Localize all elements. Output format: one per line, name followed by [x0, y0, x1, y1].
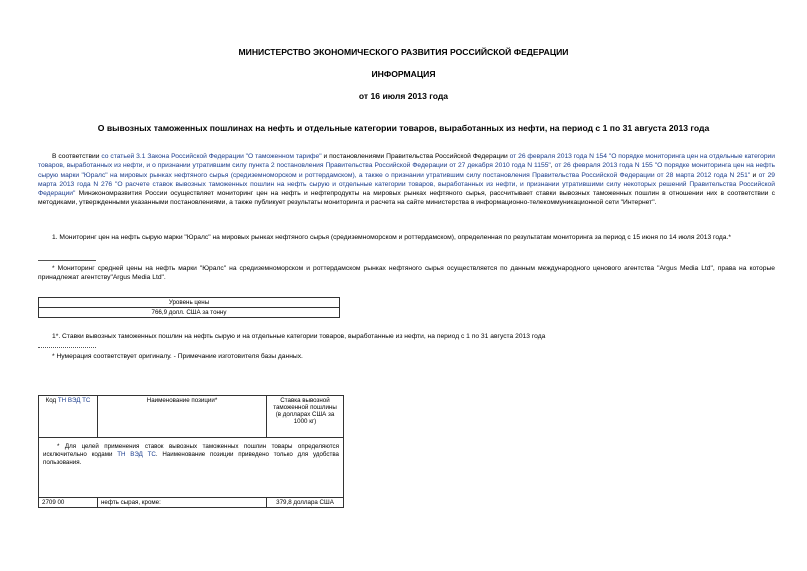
document-type: ИНФОРМАЦИЯ [371, 69, 436, 79]
price-table-value: 766,9 долл. США за тонну [39, 308, 340, 318]
footnote-divider [38, 260, 96, 261]
intro-paragraph [38, 152, 775, 208]
intro-text-2: и постановлениями Правительства Российской Федерации [321, 153, 510, 160]
item-2-text: 1*. Ставки вывозных таможенных пошлин на нефть сырую и на отдельные категории товаров, выработанные из нефти, на период с 1 по 31 августа 2013 года [52, 333, 546, 340]
intro-text-5: Минэкономразвития России осуществляет мониторинг цен на нефть и нефтепродукты на мировых рынках нефтяного сырья, рассчитывает ставки вывозных таможенных пошлин в отношении них в соответствии с методиками, утвержденными указанными постановлениями, а также публикует результаты мониторинга и расчета на сайте министерства в информационно-телекоммуникационной сети "Интернет". [38, 190, 775, 207]
footnote-1-text: * Мониторинг средней цены на нефть марки "Юралс" на средиземноморском и роттердамском рынках нефтяного сырья осуществляется по данным международного ценового агентства "Argus Media Ltd", права на которые принадлежат агентству"Argus Media Ltd". [38, 265, 775, 282]
footnote-divider-2 [38, 347, 96, 348]
price-table [38, 297, 340, 318]
intro-text-1: В соответствии [52, 153, 102, 160]
intro-text-4: и [750, 171, 759, 179]
item-1-text: 1. Мониторинг цен на нефть сырую марки "Юралс" на мировых рынках нефтяного сырья (средиземноморском и роттердамском), определенная по результатам мониторинга за период с 15 июня по 14 июля 2013 года.* [52, 234, 731, 241]
row-rate: 379,8 доллара США [267, 498, 344, 508]
price-table-header: Уровень цены [39, 298, 340, 308]
tnved-link[interactable]: ТН ВЭД ТС [57, 397, 91, 404]
table-row [39, 498, 344, 508]
decree-155-link[interactable]: от 26 февраля 2013 года N 155 "О порядке мониторинга цен на нефть сырую марки "Юралс" на мировых рынках нефтяного сырья (средиземноморском и роттердамском), а также о признании утратившим силу постановления Правительства Российской Федерации от 28 марта 2012 года N 251" [38, 162, 775, 179]
footnote-2-text: * Нумерация соответствует оригиналу. - Примечание изготовителя базы данных. [52, 353, 303, 360]
col-code-header: Код ТН ВЭД ТС [39, 396, 98, 438]
col-name-header: Наименование позиции* [98, 396, 267, 438]
document-title: О вывозных таможенных пошлинах на нефть и отдельные категории товаров, выработанных из нефти, на период с 1 по 31 августа 2013 года [97, 123, 710, 133]
tnved-note-link[interactable]: ТН ВЭД ТС [117, 451, 156, 458]
row-name: нефть сырая, кроме: [98, 498, 267, 508]
document-date: от 16 июля 2013 года [358, 91, 449, 101]
law-link[interactable]: со статьей 3.1 Закона Российской Федерации "О таможенном тарифе" [101, 153, 322, 160]
rates-table [38, 395, 344, 508]
col-rate-header: Ставка вывозной таможенной пошлины (в долларах США за 1000 кг) [267, 396, 344, 438]
row-code: 2709 00 [39, 498, 98, 508]
ministry-heading: МИНИСТЕРСТВО ЭКОНОМИЧЕСКОГО РАЗВИТИЯ РОССИЙСКОЙ ФЕДЕРАЦИИ [238, 47, 569, 57]
decree-276-link[interactable]: от 29 марта 2013 года N 276 "О расчете ставок вывозных таможенных пошлин на нефть сырую и отдельные категории товаров, выработанных из нефти, и признании утратившими силу некоторых решений Правительства Российской Федерации" [38, 171, 776, 198]
intro-text-3: , [550, 162, 555, 170]
rates-table-note: * Для целей применения ставок вывозных таможенных пошлин товары определяются исключительно кодами ТН ВЭД ТС. Наименование позиции приведено только для удобства пользования. [39, 438, 344, 498]
decree-154-link[interactable]: от 26 февраля 2013 года N 154 "О порядке мониторинга цен на отдельные категории товаров, выработанных из нефти, и о признании утратившим силу пункта 2 постановления Правительства Российской Федерации от 27 декабря 2010 года N 1155" [38, 153, 776, 170]
